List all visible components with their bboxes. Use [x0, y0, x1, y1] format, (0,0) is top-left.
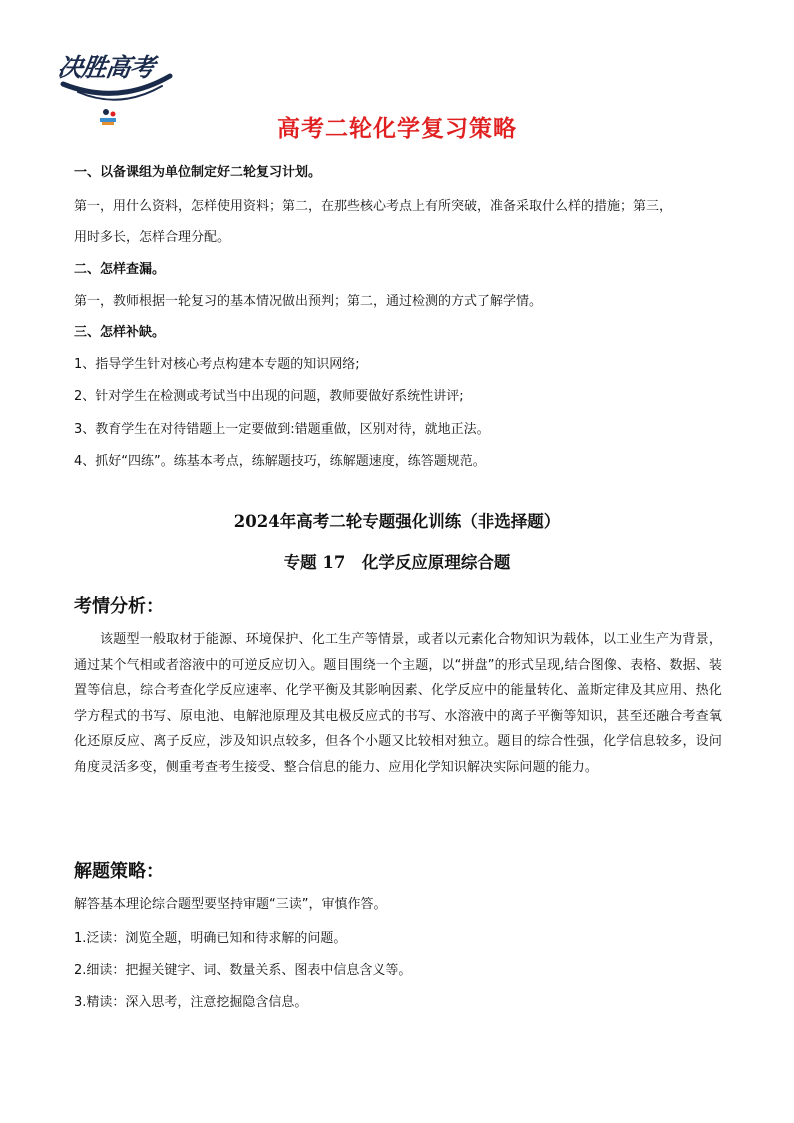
fill-item: 2、针对学生在检测或考试当中出现的问题，教师要做好系统性讲评;	[74, 389, 464, 404]
logo-text: 决胜高考	[55, 53, 156, 82]
solution-heading: 解题策略：	[74, 861, 164, 882]
solution-step: 3.精读：深入思考，注意挖掘隐含信息。	[74, 995, 308, 1010]
fill-item: 4、抓好“四练”。练基本考点，练解题技巧，练解题速度，练答题规范。	[74, 454, 486, 469]
heading-plan: 一、以备课组为单位制定好二轮复习计划。	[74, 165, 322, 180]
solution-step: 2.细读：把握关键字、词、数量关系、图表中信息含义等。	[74, 963, 412, 978]
training-title: 2024年高考二轮专题强化训练（非选择题）	[233, 512, 561, 531]
plan-text-line2: 用时多长，怎样合理分配。	[74, 230, 231, 245]
analysis-text: 该题型一般取材于能源、环境保护、化工生产等情景，或者以元素化合物知识为载体，以工业生产为背景，通过某个气相或者溶液中的可逆反应切入。题目围绕一个主题，以“拼盘”的形式呈现,结合图像、表格、数据、装置等信息，综合考查化学反应速率、化学平衡及其影响因素、化学反应中的能量转化、盖斯定律及其应用、热化学方程式的书写、原电池、电解池原理及其电极反应式的书写、水溶液中的离子平衡等知识，甚至还融合考查氧化还原反应、离子反应，涉及知识点较多，但各个小题又比较相对独立。题目的综合性强，化学信息较多，设问角度灵活多变，侧重考查考生接受、整合信息的能力、应用化学知识解决实际问题的能力。	[74, 632, 722, 775]
solution-step: 1.泛读：浏览全题，明确已知和待求解的问题。	[74, 931, 347, 946]
analysis-heading: 考情分析：	[74, 596, 164, 617]
fill-item: 3、教育学生在对待错题上一定要做到:错题重做，区别对待，就地正法。	[74, 422, 490, 437]
page-title: 高考二轮化学复习策略	[277, 116, 517, 142]
heading-fill: 三、怎样补缺。	[74, 325, 166, 340]
heading-check: 二、怎样查漏。	[74, 262, 166, 277]
plan-text-line1: 第一，用什么资料，怎样使用资料；第二，在那些核心考点上有所突破，准备采取什么样的措施；第三，	[74, 199, 673, 214]
solution-intro: 解答基本理论综合题型要坚持审题“三读”，审慎作答。	[74, 897, 387, 912]
check-text: 第一，教师根据一轮复习的基本情况做出预判；第二，通过检测的方式了解学情。	[74, 294, 543, 309]
topic-title: 专题 17 化学反应原理综合题	[283, 553, 511, 572]
fill-item: 1、指导学生针对核心考点构建本专题的知识网络;	[74, 357, 360, 372]
